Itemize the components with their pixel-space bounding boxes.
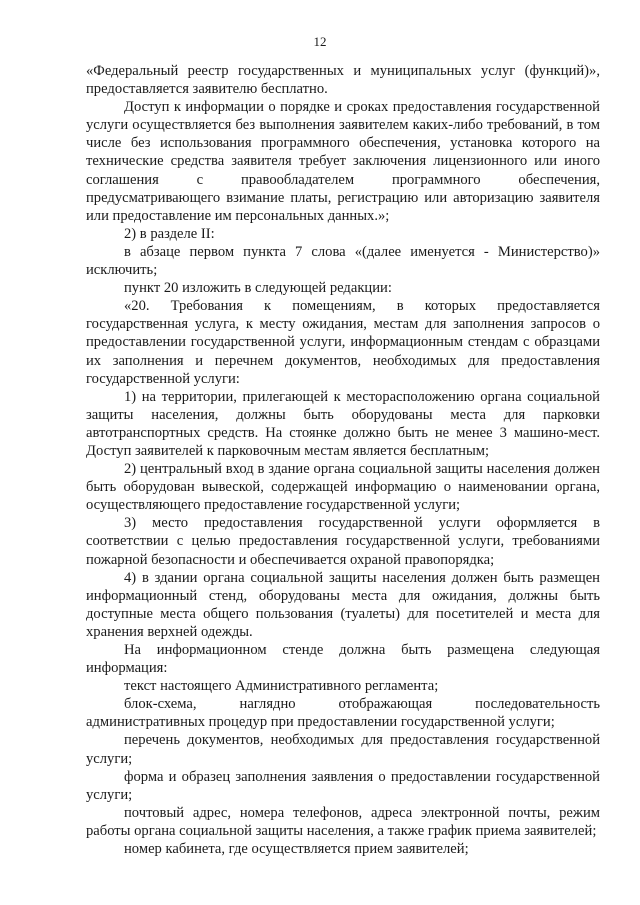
paragraph: 1) на территории, прилегающей к месторасположению органа социальной защиты населения, должны быть оборудованы места для парковки автотранспортных средств. На стоянке должно быть не менее 3 машино-мест. Доступ заявителей к парковочным местам является бесплатным; (86, 388, 600, 459)
document-body (86, 62, 600, 858)
paragraph: Доступ к информации о порядке и сроках предоставления государственной услуги осуществляется без выполнения заявителем каких-либо требований, в том числе без использования программного обеспечения, установка которого на технические средства заявителя требует заключения лицензионного или иного соглашения с правообладателем программного обеспечения, предусматривающего взимание платы, регистрацию или авторизацию заявителя или предоставление им персональных данных.»; (86, 99, 600, 224)
paragraph: в абзаце первом пункта 7 слова «(далее именуется - Министерство)» исключить; (86, 243, 600, 279)
paragraph: «Федеральный реестр государственных и муниципальных услуг (функций)», предоставляется заявителю бесплатно. (86, 63, 600, 98)
paragraph: 2) центральный вход в здание органа социальной защиты населения должен быть оборудован вывеской, содержащей информацию о наименовании органа, осуществляющего предоставление государственной услуги; (86, 461, 600, 514)
paragraph: перечень документов, необходимых для предоставления государственной услуги; (86, 732, 600, 767)
paragraph: На информационном стенде должна быть размещена следующая информация: (86, 642, 600, 677)
paragraph: номер кабинета, где осуществляется прием заявителей; (124, 841, 469, 858)
paragraph: 2) в разделе II: (124, 225, 215, 242)
paragraph: текст настоящего Административного регламента; (124, 678, 439, 695)
paragraph: почтовый адрес, номера телефонов, адреса электронной почты, режим работы органа социальной защиты населения, а также график приема заявителей; (86, 804, 600, 839)
paragraph: 4) в здании органа социальной защиты населения должен быть размещен информационный стенд, оборудованы места для ожидания, должны быть доступные места общего пользования (туалеты) для посетителей и места для хранения верхней одежды. (86, 569, 600, 640)
paragraph: «20. Требования к помещениям, в которых предоставляется государственная услуга, к месту ожидания, местам для заполнения запросов о предоставлении государственной услуги, информационным стендам с образцами их заполнения и перечнем документов, необходимых для предоставления государственной услуги: (86, 298, 600, 387)
paragraph: блок-схема, наглядно отображающая последовательность административных процедур при предоставлении государственной услуги; (86, 696, 600, 731)
paragraph: форма и образец заполнения заявления о предоставлении государственной услуги; (86, 768, 600, 803)
paragraph: 3) место предоставления государственной услуги оформляется в соответствии с целью предоставления государственной услуги, требованиями пожарной безопасности и обеспечивается охраной правопорядка; (86, 515, 600, 568)
page-number: 12 (313, 34, 327, 49)
paragraph: пункт 20 изложить в следующей редакции: (124, 280, 392, 297)
